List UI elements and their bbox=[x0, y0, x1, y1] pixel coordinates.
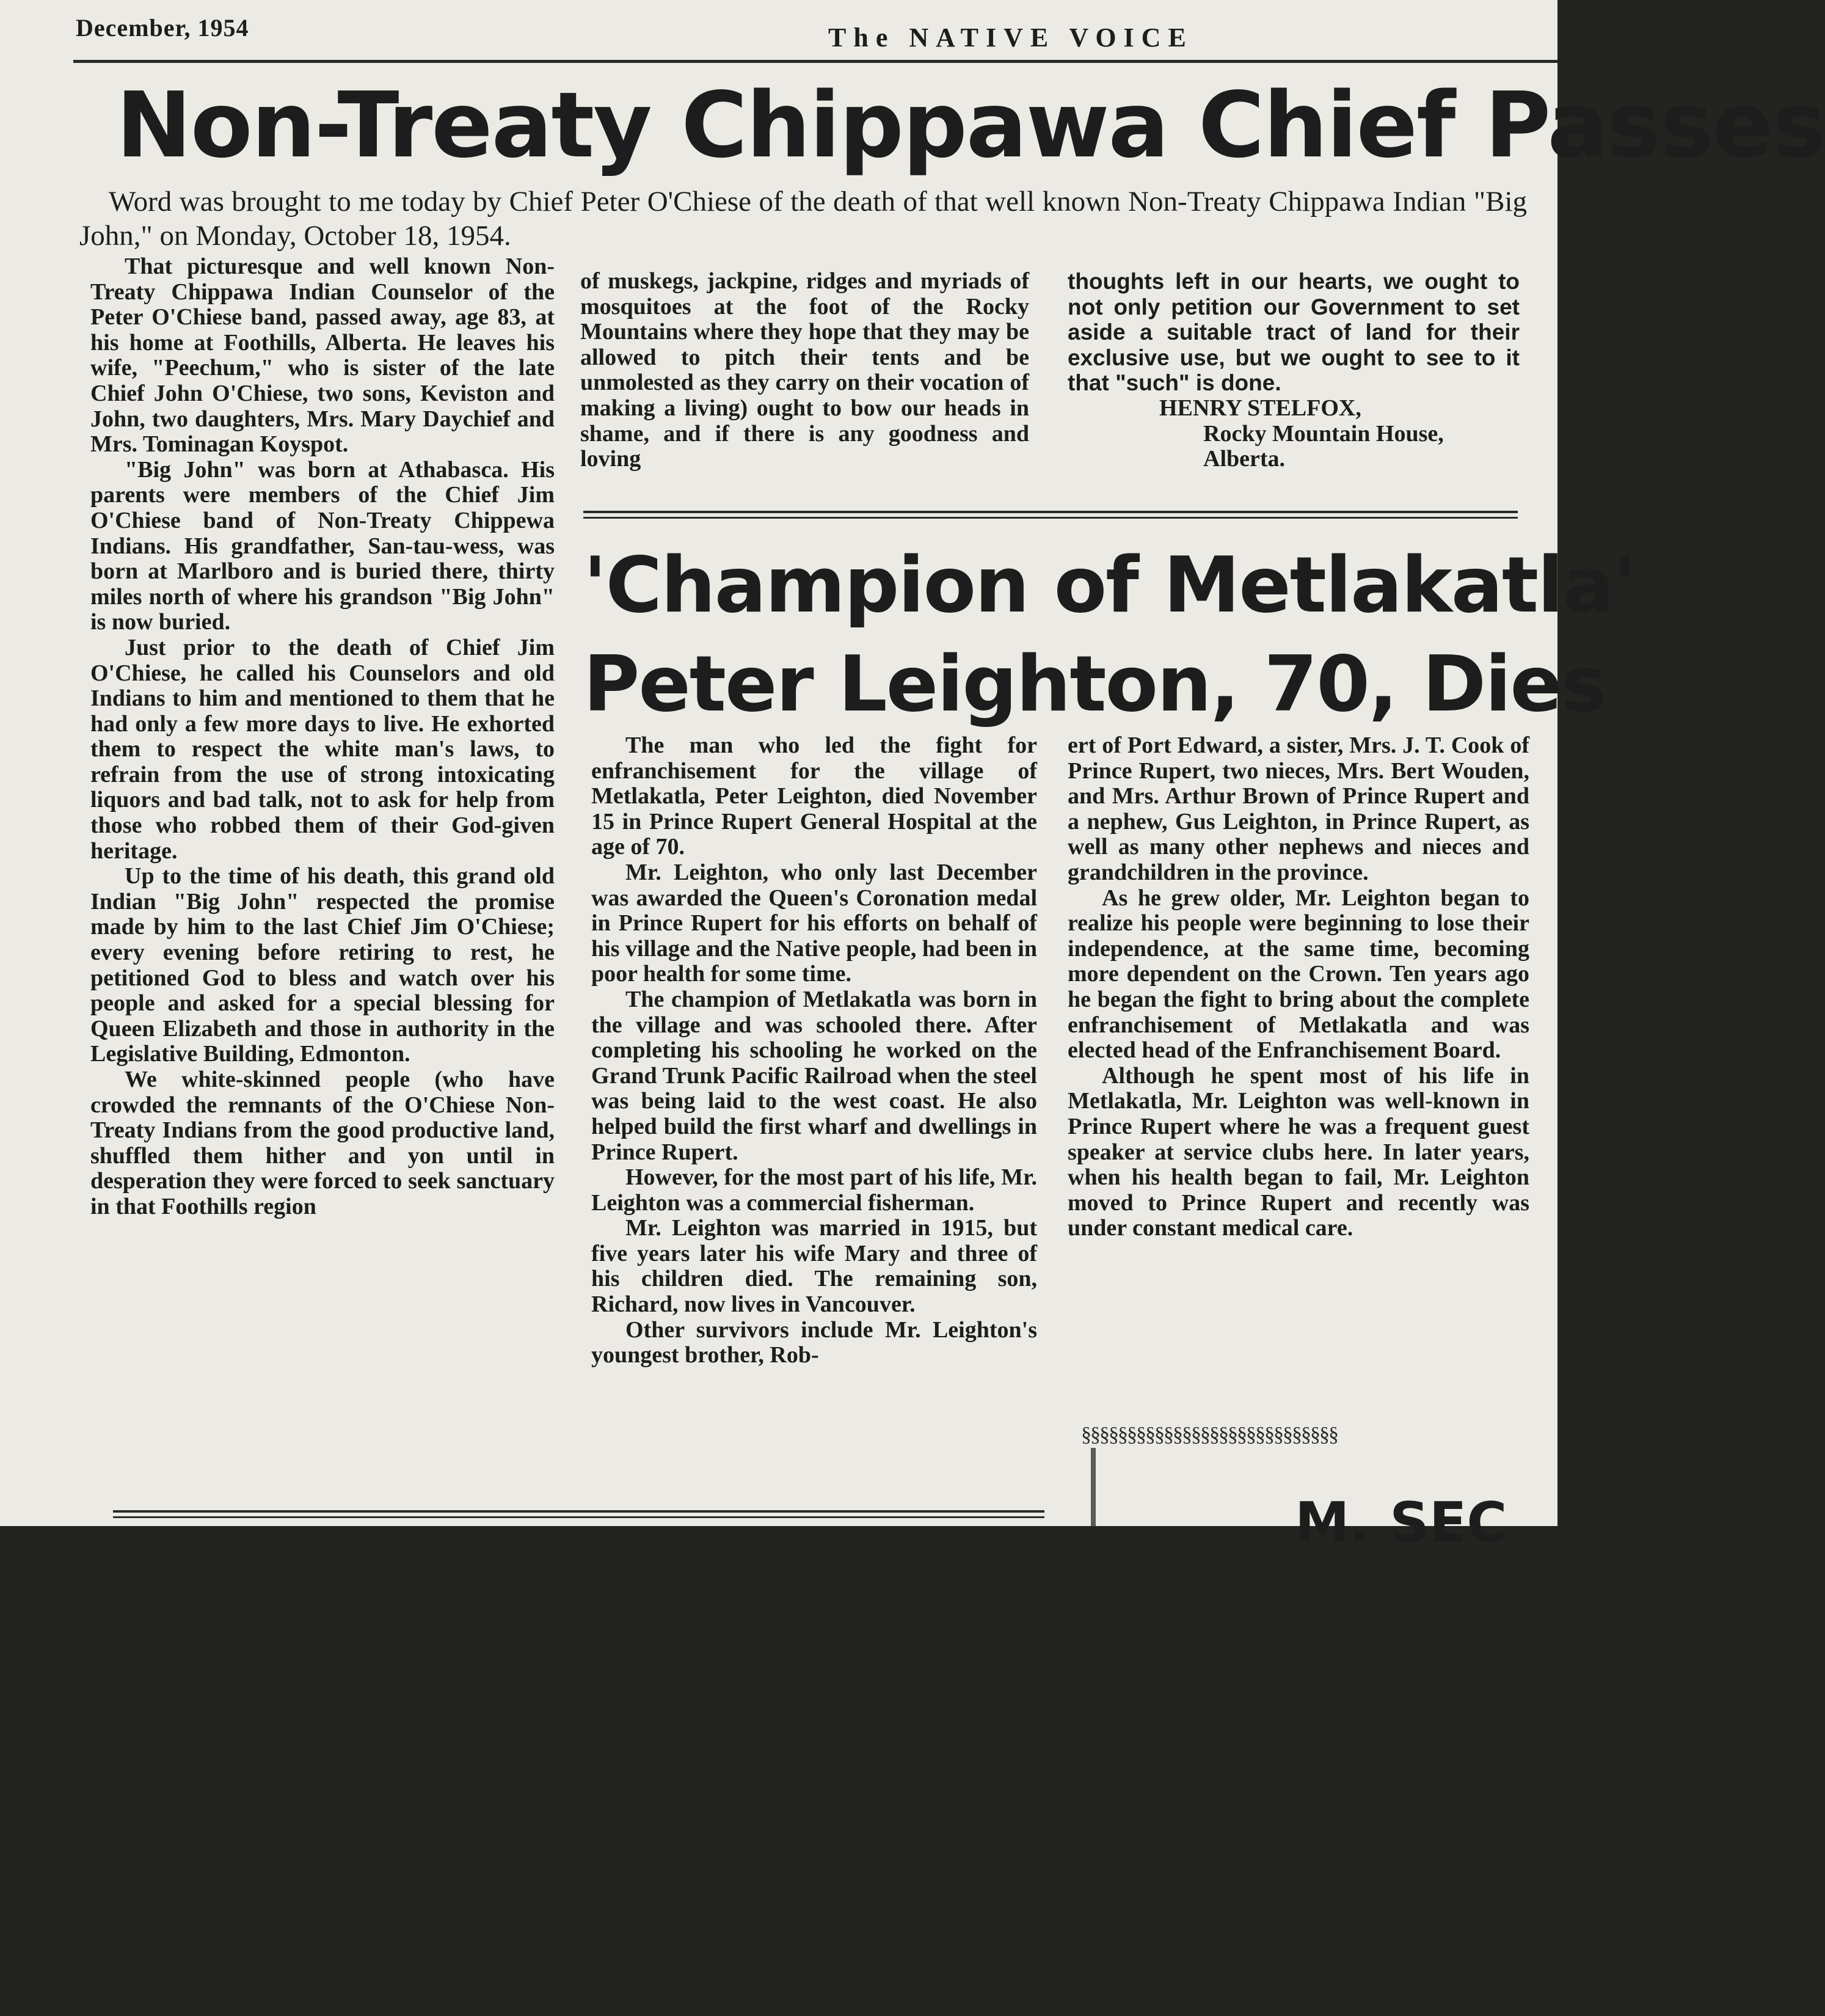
headline-chief-passes: Non-Treaty Chippawa Chief Passes bbox=[116, 73, 1825, 178]
section-rule-bottom bbox=[583, 517, 1518, 519]
paragraph: thoughts left in our hearts, we ought to not only petition our Government to set aside a suitable tract of land for their exclusive use, but we ought to see to it that "such" is done. bbox=[1068, 269, 1520, 396]
bottom-rule-bottom bbox=[113, 1516, 1044, 1518]
paragraph: Mr. Leighton, who only last December was awarded the Queen's Coronation medal in Prince Rupert for his efforts on behalf of his village and the Native people, had been in poor health for some time. bbox=[591, 859, 1037, 987]
decorative-border: §§§§§§§§§§§§§§§§§§§§§§§§§§§§ bbox=[1081, 1423, 1338, 1446]
paragraph: Other survivors include Mr. Leighton's youngest brother, Rob- bbox=[591, 1317, 1037, 1368]
paragraph: Just prior to the death of Chief Jim O'Chiese, he called his Counselors and old Indians to him and mentioned to them that he had only a few more days to live. He exhorted them to respect the white man's laws, to refrain from the use of strong intoxicating liquors and bad talk, not to ask for help from those who robbed them of their God-given heritage. bbox=[90, 634, 555, 864]
issue-date: December, 1954 bbox=[76, 14, 249, 42]
paragraph: of muskegs, jackpine, ridges and myriads of mosquitoes at the foot of the Rocky Mountains where they hope that they may be allowed to pitch their tents and be unmolested as they carry on their vocation of making a living) ought to bow our heads in shame, and if there is any goodness and loving bbox=[580, 268, 1029, 472]
article2-column2 bbox=[1068, 733, 1529, 1241]
bottom-rule-top bbox=[113, 1510, 1044, 1513]
paragraph: The man who led the fight for enfranchisement for the village of Metlakatla, Peter Leighton, died November 15 in Prince Rupert General Hospital at the age of 70. bbox=[591, 732, 1037, 860]
article2-column1 bbox=[591, 733, 1037, 1368]
article-lede: Word was brought to me today by Chief Peter O'Chiese of the death of that well known Non-Treaty Chippawa Indian "Big John," on Monday, October 18, 1954. bbox=[79, 186, 1527, 252]
signature-name: HENRY STELFOX, bbox=[1159, 395, 1361, 421]
paragraph: Mr. Leighton was married in 1915, but five years later his wife Mary and three of his children died. The remaining son, Richard, now lives in Vancouver. bbox=[591, 1215, 1037, 1318]
newspaper-name: The NATIVE VOICE bbox=[828, 23, 1193, 53]
paragraph: The champion of Metlakatla was born in the village and was schooled there. After completing his schooling he worked on the Grand Trunk Pacific Railroad when the steel was being laid to the west coast. He also helped build the first wharf and dwellings in Prince Rupert. bbox=[591, 986, 1037, 1165]
paragraph: As he grew older, Mr. Leighton began to realize his people were beginning to lose their independence, at the same time, becoming more dependent on the Crown. Ten years ago he began the fight to bring about the complete enfranchisement of Metlakatla and was elected head of the Enfranchisement Board. bbox=[1068, 885, 1529, 1064]
decorative-border-side bbox=[1091, 1448, 1096, 1526]
masthead-rule bbox=[73, 60, 1557, 63]
section-rule-top bbox=[583, 511, 1518, 513]
paragraph: ert of Port Edward, a sister, Mrs. J. T. Cook of Prince Rupert, two nieces, Mrs. Bert Wouden, and Mrs. Arthur Brown of Prince Rupert and a nephew, Gus Leighton, in Prince Rupert, as well as many other nephews and nieces and grandchildren in the province. bbox=[1068, 732, 1529, 885]
signature-province: Alberta. bbox=[1203, 446, 1286, 472]
paragraph: We white-skinned people (who have crowded the remnants of the O'Chiese Non-Treaty Indians from the good productive land, shuffled them hither and yon until in desperation they were forced to seek sanctuary in that Foothills region bbox=[90, 1067, 555, 1219]
paragraph: Up to the time of his death, this grand old Indian "Big John" respected the promise made by him to the last Chief Jim O'Chiese; every evening before retiring to rest, he petitioned God to bless and watch over his people and asked for a special blessing for Queen Elizabeth and those in authority in the Legislative Building, Edmonton. bbox=[90, 863, 555, 1067]
paragraph: That picturesque and well known Non-Treaty Chippawa Indian Counselor of the Peter O'Chiese band, passed away, age 83, at his home at Foothills, Alberta. He leaves his wife, "Peechum," who is sister of the late Chief John O'Chiese, two sons, Keviston and John, two daughters, Mrs. Mary Daychief and Mrs. Tominagan Koyspot. bbox=[90, 254, 555, 458]
next-headline-fragment: M. SEC bbox=[1295, 1491, 1507, 1555]
article1-column3 bbox=[1068, 269, 1520, 472]
paragraph: Although he spent most of his life in Metlakatla, Mr. Leighton was well-known in Prince Rupert where he was a frequent guest speaker at service clubs here. In later years, when his health began to fail, Mr. Leighton moved to Prince Rupert and recently was under constant medical care. bbox=[1068, 1062, 1529, 1241]
article1-column1 bbox=[90, 254, 555, 1220]
article1-column2 bbox=[580, 269, 1029, 472]
paragraph: "Big John" was born at Athabasca. His parents were members of the Chief Jim O'Chiese band of Non-Treaty Chippewa Indians. His grandfather, San-tau-wess, was born at Marlboro and is buried there, thirty miles north of where his grandson "Big John" is now buried. bbox=[90, 456, 555, 635]
signature-place: Rocky Mountain House, bbox=[1203, 420, 1444, 447]
paragraph: However, for the most part of his life, Mr. Leighton was a commercial fisherman. bbox=[591, 1164, 1037, 1216]
headline-metlakatla-line2: Peter Leighton, 70, Dies bbox=[583, 639, 1606, 729]
headline-metlakatla-line1: 'Champion of Metlakatla' bbox=[583, 540, 1636, 630]
